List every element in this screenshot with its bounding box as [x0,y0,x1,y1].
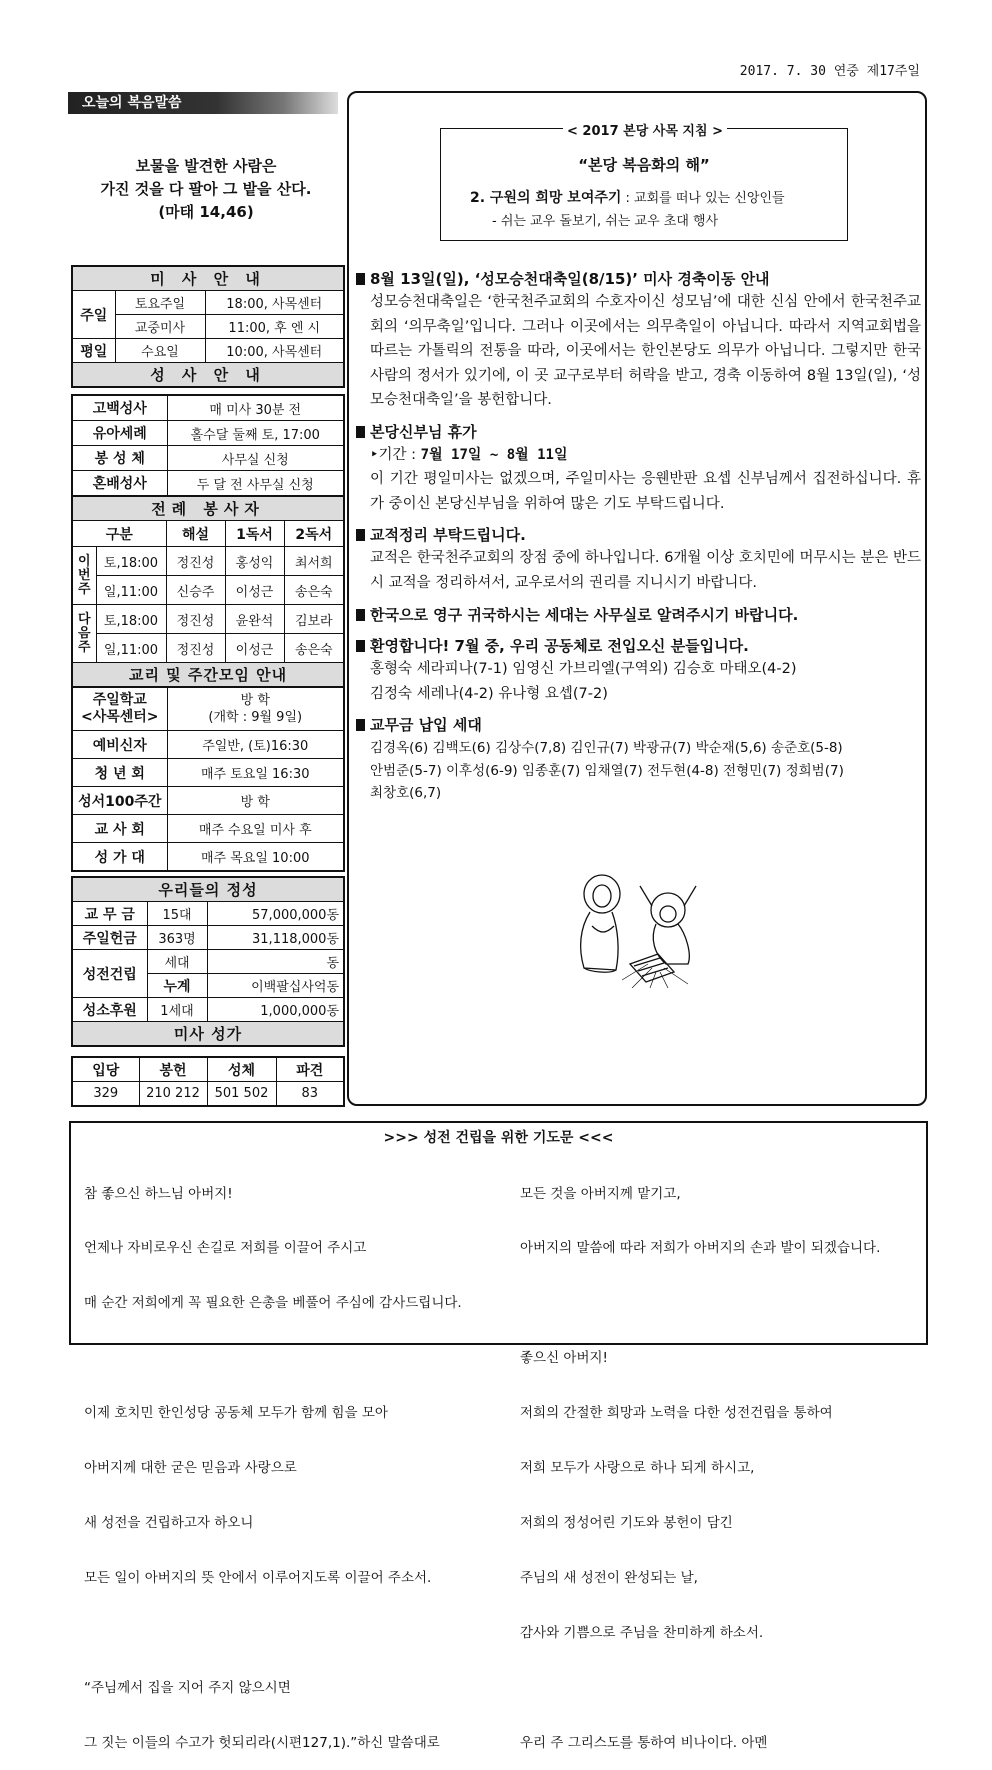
liturgy-header: 1독서 [225,521,284,547]
mass-time: 18:00, 사목센터 [205,291,344,315]
vacation-period: ‣기간 : 7월 17일 ~ 8월 11일 [370,447,568,463]
gospel-header: 오늘의 복음말씀 [68,92,338,114]
sacrament-value: 매 미사 30분 전 [167,395,344,421]
liturgy-time: 일,11:00 [96,634,166,663]
mass-time: 10:00, 사목센터 [205,339,344,363]
notice-title: 8월 13일(일), ‘성모승천대축일(8/15)’ 미사 경축이동 안내 [356,268,922,289]
offering-count: 363명 [147,926,207,950]
building-count: 세대 [147,950,207,974]
meeting-name: 청 년 회 [72,759,167,787]
sacrament-value: 홀수달 둘째 토, 17:00 [167,421,344,446]
liturgy-commentator: 정진성 [166,634,225,663]
offering-name: 교 무 금 [72,902,147,926]
meetings-table [71,686,345,872]
meeting-value: 매주 수요일 미사 후 [167,815,344,843]
building-amount: 동 [207,950,344,974]
hymn-number: 501 502 [207,1082,276,1107]
building-amount: 이백팔십사억동 [207,974,344,998]
building-fund-label: 성전건립 [72,950,147,998]
offering-amount: 57,000,000동 [207,902,344,926]
liturgy-commentator: 신승주 [166,576,225,605]
hymn-number: 210 212 [139,1082,207,1107]
mass-time: 11:00, 후 엔 시 [205,315,344,339]
liturgy-reader-2: 송은숙 [284,634,344,663]
liturgy-time: 일,11:00 [96,576,166,605]
mass-section-title: 미 사 안 내 [72,266,344,291]
liturgy-commentator: 정진성 [166,547,225,576]
guideline-item: 2. 구원의 희망 보여주기 : 교회를 떠나 있는 신앙인들 - 쉬는 교우 돌보기, 쉬는 교우 초대 행사 [470,190,785,229]
liturgy-header: 2독서 [284,521,344,547]
parish-info-table [71,265,345,388]
jesus-illustration [570,868,720,988]
meeting-value: 주일반, (토)16:30 [167,731,344,759]
support-name: 성소후원 [72,998,147,1022]
guideline-slogan: “본당 복음화의 해” [578,156,710,174]
liturgy-reader-1: 이성근 [225,576,284,605]
liturgy-this-week-label: 이번주 [72,547,96,605]
sacrament-table [71,394,345,497]
liturgy-section-title: 전례 봉사자 [72,496,344,521]
hymn-header: 파견 [276,1057,344,1082]
bulletin-date: 2017. 7. 30 연중 제17주일 [739,64,920,79]
offering-section-title: 우리들의 정성 [72,877,344,902]
liturgy-header: 구분 [72,521,166,547]
meeting-value: 매주 목요일 10:00 [167,843,344,872]
hymn-header: 성체 [207,1057,276,1082]
liturgy-time: 토,18:00 [96,605,166,634]
notice-body: 이 기간 평일미사는 없겠으며, 주일미사는 응웬반판 요셉 신부님께서 집전하십니다. 휴가 중이신 본당신부님을 위하여 많은 기도 부탁드립니다. [370,471,921,512]
gospel-text [68,155,344,224]
newcomer-list: 홍형숙 세라피나(7-1) 임영신 가브리엘(구역외) 김승호 마태오(4-2) 김정숙 세레나(4-2) 유나형 요셉(7-2) [370,661,797,702]
mass-weekday-label: 평일 [72,339,115,363]
liturgy-table [71,495,345,688]
sacrament-value: 두 달 전 사무실 신청 [167,471,344,497]
hymns-section-title: 미사 성가 [72,1022,344,1047]
notice-body: 성모승천대축일은 ‘한국천주교회의 수호자이신 성모님’에 대한 신심 안에서 한국천주교회의 ‘의무축일’입니다. 그러나 이곳에서는 의무축일이 아닙니다. 따라서 지역교회법을 따르는 가톨릭의 전통을 따라, 이곳에서는 한인본당도 의무가 아닙니다. 그렇지만 한국 사람의 정서가 있기에, 이 곳 교구로부터 허락을 받고, 경축 이동하여 8월 13일(일), ‘성모승천대축일’을 봉헌합니다. [370,294,921,408]
notice-body: 교적은 한국천주교회의 장점 중에 하나입니다. 6개월 이상 호치민에 머무시는 분은 반드시 교적을 정리하셔서, 교우로서의 권리를 지니시기 바랍니다. [370,550,921,591]
offering-amount: 31,118,000동 [207,926,344,950]
offering-count: 15대 [147,902,207,926]
liturgy-reader-1: 윤완석 [225,605,284,634]
mass-name: 토요주일 [115,291,205,315]
meeting-name: 교 사 회 [72,815,167,843]
sacrament-name: 혼배성사 [72,471,167,497]
hymn-number: 83 [276,1082,344,1107]
sacrament-name: 고백성사 [72,395,167,421]
hymns-table [71,1056,345,1107]
meetings-section-title: 교리 및 주간모임 안내 [72,663,344,688]
sunday-school-value: 방 학 (개학 : 9월 9일) [167,687,344,731]
sunday-school-label: 주일학교 <사목센터> [72,687,167,731]
sacrament-name: 유아세례 [72,421,167,446]
tithe-list: 김경옥(6) 김백도(6) 김상수(7,8) 김인규(7) 박광규(7) 박순재(5,6) 송준호(5-8) 안범준(5-7) 이후성(6-9) 임종훈(7) 임채열(7) 전두현(4-8) 전형민(7) 정희범(7) 최창호(6,7) [370,740,844,801]
notice-title: 한국으로 영구 귀국하시는 세대는 사무실로 알려주시기 바랍니다. [356,604,922,625]
liturgy-reader-2: 최서희 [284,547,344,576]
liturgy-header: 해설 [166,521,225,547]
meeting-value: 매주 토요일 16:30 [167,759,344,787]
liturgy-reader-1: 홍성익 [225,547,284,576]
meeting-name: 성서100주간 [72,787,167,815]
meeting-name: 예비신자 [72,731,167,759]
meeting-value: 방 학 [167,787,344,815]
offering-table [71,876,345,1047]
hymn-header: 입당 [72,1057,139,1082]
liturgy-reader-1: 이성근 [225,634,284,663]
notice-title: 환영합니다! 7월 중, 우리 공동체로 전입오신 분들입니다. [356,635,922,656]
liturgy-time: 토,18:00 [96,547,166,576]
liturgy-commentator: 정진성 [166,605,225,634]
guideline-title: < 2017 본당 사목 지침 > [465,120,825,139]
building-count: 누계 [147,974,207,998]
notice-title: 교적정리 부탁드립니다. [356,524,922,545]
liturgy-reader-2: 김보라 [284,605,344,634]
sacrament-section-title: 성 사 안 내 [72,363,344,388]
prayer-title: >>> 성전 건립을 위한 기도문 <<< [383,1130,614,1146]
notice-title: 본당신부님 휴가 [356,421,922,442]
mass-sunday-label: 주일 [72,291,115,339]
hymn-header: 봉헌 [139,1057,207,1082]
gospel-line: 가진 것을 다 팔아 그 밭을 산다. [100,180,312,198]
support-amount: 1,000,000동 [207,998,344,1022]
support-count: 1세대 [147,998,207,1022]
sacrament-value: 사무실 신청 [167,446,344,471]
sacrament-name: 봉 성 체 [72,446,167,471]
prayer-left-column: 참 좋으신 하느님 아버지! 언제나 자비로우신 손길로 저희를 이끌어 주시고 매 순간 저희에게 꼭 필요한 은총을 베풀어 주심에 감사드립니다. 이제 호치민 한인성당 공동체 모두가 함께 힘을 모아 아버지께 대한 굳은 믿음과 사랑으로 새 성전을 건립하고자 하오니 모든 일이 아버지의 뜻 안에서 이루어지도록 이끌어 주소서. “주님께서 집을 지어 주지 않으시면 그 짓는 이들의 수고가 헛되리라(시편127,1).”하신 말씀대로 [84,1185,462,1751]
gospel-line: 보물을 발견한 사람은 [135,157,277,175]
gospel-reference: (마태 14,46) [158,203,254,221]
mass-name: 교중미사 [115,315,205,339]
notice-title: 교무금 납입 세대 [356,714,922,735]
offering-name: 주일헌금 [72,926,147,950]
mass-name: 수요일 [115,339,205,363]
hymn-number: 329 [72,1082,139,1107]
liturgy-reader-2: 송은숙 [284,576,344,605]
meeting-name: 성 가 대 [72,843,167,872]
liturgy-next-week-label: 다음주 [72,605,96,663]
prayer-right-column: 모든 것을 아버지께 맡기고, 아버지의 말씀에 따라 저희가 아버지의 손과 발이 되겠습니다. 좋으신 아버지! 저희의 간절한 희망과 노력을 다한 성전건립을 통하여 저희 모두가 사랑으로 하나 되게 하시고, 저희의 정성어린 기도와 봉헌이 담긴 주님의 새 성전이 완성되는 날, 감사와 기쁨으로 주님을 찬미하게 하소서. 우리 주 그리스도를 통하여 비나이다. 아멘 [520,1185,881,1751]
